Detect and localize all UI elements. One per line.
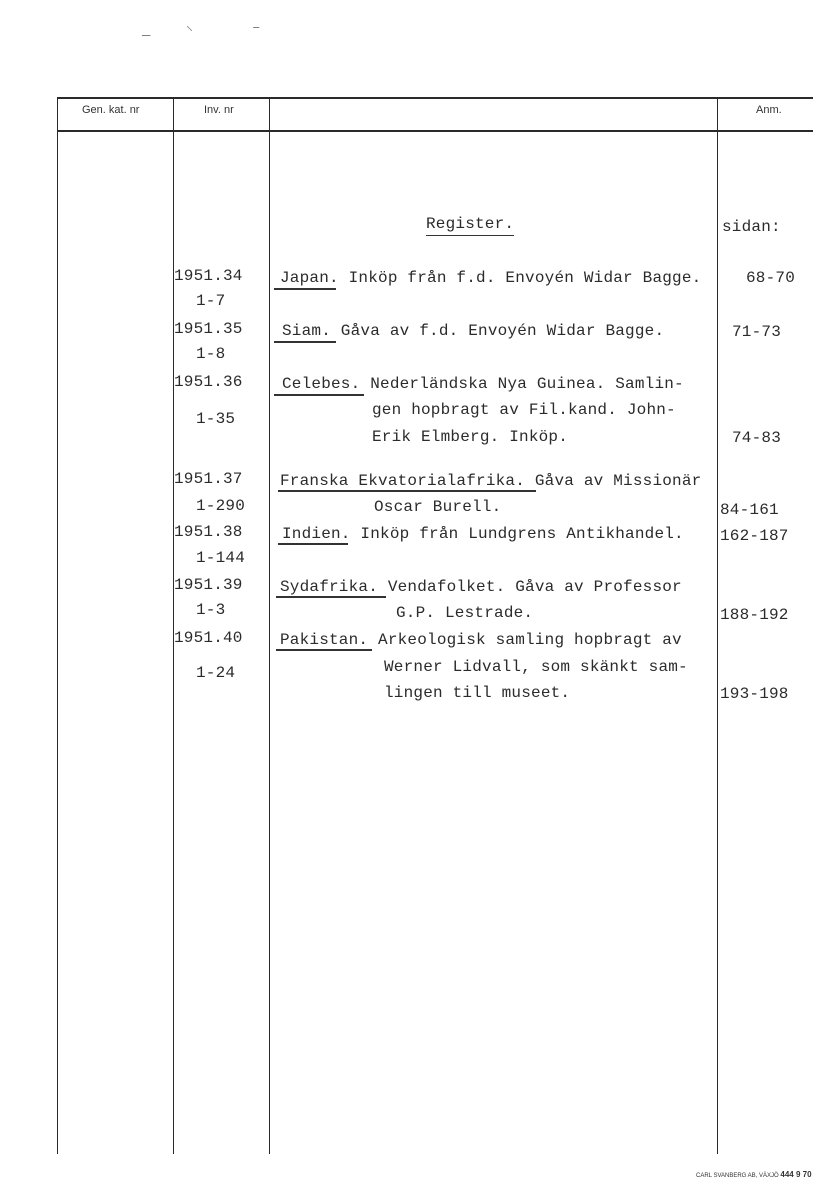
entry-range: 1-144 bbox=[196, 549, 246, 567]
entry-text-line: Franska Ekvatorialafrika. Gåva av Missionär bbox=[280, 472, 702, 490]
entry-pages: 162-187 bbox=[720, 527, 789, 545]
entry-pages: 71-73 bbox=[732, 323, 782, 341]
entry-range: 1-7 bbox=[196, 292, 226, 310]
column-rule-inv bbox=[269, 97, 270, 1154]
entry-text-line: Indien. Inköp från Lundgrens Antikhandel. bbox=[282, 525, 684, 543]
entry-cat-number: 1951.37 bbox=[174, 470, 243, 488]
pages-label: sidan: bbox=[722, 218, 781, 236]
entry-text-line: gen hopbragt av Fil.kand. John- bbox=[372, 401, 676, 419]
entry-pages: 68-70 bbox=[746, 269, 796, 287]
entry-range: 1-3 bbox=[196, 601, 226, 619]
scan-mark: — bbox=[142, 28, 151, 44]
column-rule-gen-kat bbox=[173, 97, 174, 1154]
entry-cat-number: 1951.35 bbox=[174, 320, 243, 338]
entry-underline bbox=[274, 341, 336, 343]
column-rule-anm bbox=[717, 97, 718, 1154]
entry-cat-number: 1951.39 bbox=[174, 576, 243, 594]
header-gen-kat-nr: Gen. kat. nr bbox=[82, 104, 140, 116]
register-title: Register. bbox=[426, 215, 515, 233]
scan-mark: – bbox=[252, 20, 261, 36]
entry-text-line: Oscar Burell. bbox=[374, 498, 502, 516]
entry-text-line: Japan. Inköp från f.d. Envoyén Widar Bagge. bbox=[280, 269, 702, 287]
entry-text-line: Siam. Gåva av f.d. Envoyén Widar Bagge. bbox=[282, 322, 665, 340]
header-inv-nr: Inv. nr bbox=[204, 104, 234, 116]
entry-text-line: Sydafrika. Vendafolket. Gåva av Professor bbox=[280, 578, 682, 596]
form-code: 444 9 70 bbox=[780, 1170, 812, 1179]
header-top-rule bbox=[57, 97, 813, 99]
entry-range: 1-8 bbox=[196, 345, 226, 363]
entry-underline bbox=[276, 649, 372, 651]
header-anm: Anm. bbox=[756, 104, 782, 116]
entry-pages: 188-192 bbox=[720, 606, 789, 624]
entry-underline bbox=[276, 596, 386, 598]
entry-text-line: Pakistan. Arkeologisk samling hopbragt av bbox=[280, 631, 682, 649]
entry-range: 1-24 bbox=[196, 664, 236, 682]
header-bottom-rule bbox=[57, 130, 813, 132]
entry-text-line: Werner Lidvall, som skänkt sam- bbox=[384, 658, 688, 676]
scan-mark: ⸜ bbox=[186, 19, 193, 35]
printer-imprint bbox=[696, 1170, 812, 1179]
entry-cat-number: 1951.34 bbox=[174, 267, 243, 285]
entry-pages: 74-83 bbox=[732, 429, 782, 447]
entry-underline bbox=[274, 394, 364, 396]
entry-pages: 193-198 bbox=[720, 685, 789, 703]
entry-text-line: Erik Elmberg. Inköp. bbox=[372, 428, 569, 446]
column-rule-left bbox=[57, 97, 58, 1154]
entry-text-line: lingen till museet. bbox=[384, 684, 571, 702]
entry-cat-number: 1951.38 bbox=[174, 523, 243, 541]
entry-text-line: Celebes. Nederländska Nya Guinea. Samlin- bbox=[282, 375, 684, 393]
entry-underline bbox=[278, 490, 536, 492]
entry-text-line: G.P. Lestrade. bbox=[396, 604, 534, 622]
entry-underline bbox=[278, 543, 348, 545]
entry-underline bbox=[274, 288, 336, 290]
entry-range: 1-290 bbox=[196, 497, 246, 515]
entry-pages: 84-161 bbox=[720, 501, 779, 519]
entry-range: 1-35 bbox=[196, 410, 236, 428]
printer-name: CARL SVANBERG AB, VÄXJÖ bbox=[696, 1173, 779, 1179]
entry-cat-number: 1951.40 bbox=[174, 629, 243, 647]
entry-cat-number: 1951.36 bbox=[174, 373, 243, 391]
register-title-underline bbox=[426, 235, 514, 236]
